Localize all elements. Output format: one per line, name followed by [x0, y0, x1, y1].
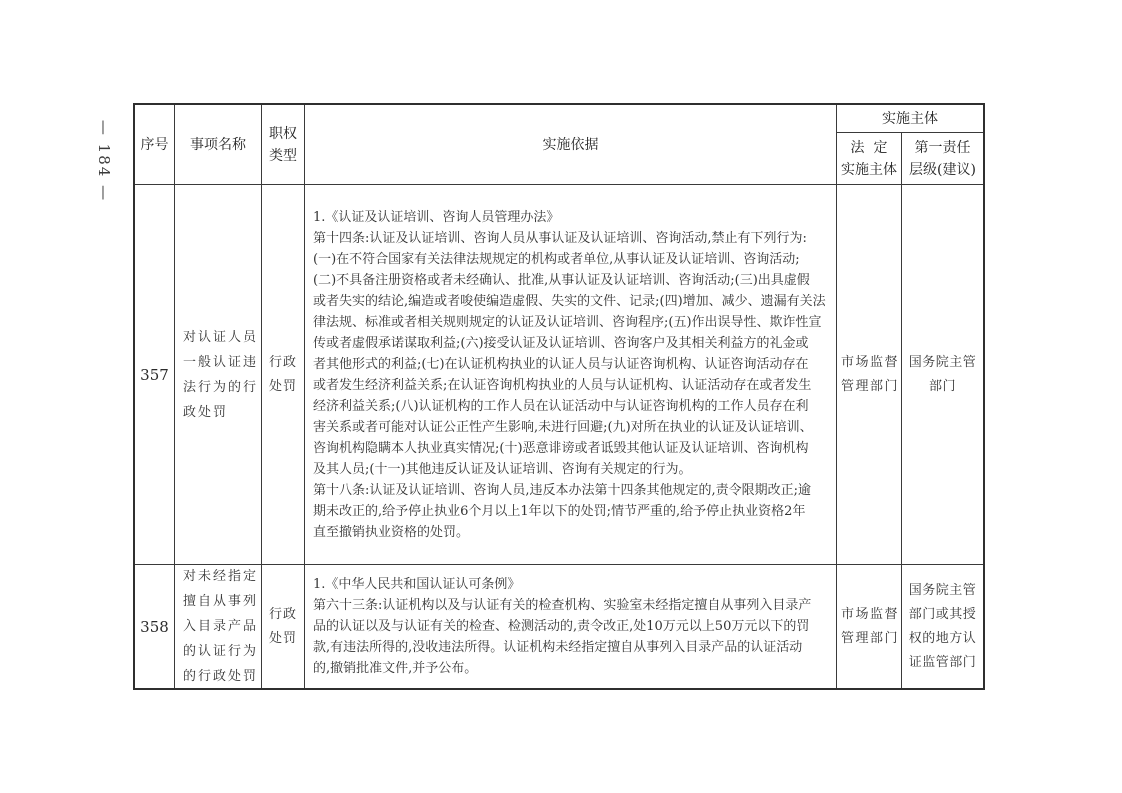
- header-item-name: 事项名称: [175, 105, 262, 185]
- regulation-table: [133, 103, 985, 690]
- header-legal-subject: 法 定 实施主体: [837, 133, 902, 185]
- row-358-seq: 358: [135, 565, 175, 688]
- row-358-authority-type: 行政 处罚: [262, 565, 305, 688]
- row-357-basis: 1.《认证及认证培训、咨询人员管理办法》 第十四条:认证及认证培训、咨询人员从事认证及认证培训、咨询活动,禁止有下列行为: (一)在不符合国家有关法律法规规定的机构或者单位,从事认证及认证培训、咨询活动; (二)不具备注册资格或者未经确认、批准,从事认证及认证培训、咨询活动;(三)出具虚假 或者失实的结论,编造或者唆使编造虚假、失实的文件、记录;(四)增加、减少、遗漏有关法 律法规、标准或者相关规则规定的认证及认证培训、咨询程序;(五)作出误导性、欺诈性宣 传或者虚假承诺谋取利益;(六)接受认证及认证培训、咨询客户及其相关利益方的礼金或 者其他形式的利益;(七)在认证机构执业的认证人员与认证咨询机构、认证咨询活动存在 或者发生经济利益关系;在认证咨询机构执业的人员与认证机构、认证活动存在或者发生 经济利益关系;(八)认证机构的工作人员在认证活动中与认证咨询机构的工作人员存在利 害关系或者可能对认证公正性产生影响,未进行回避;(九)对所在执业的认证及认证培训、 咨询机构隐瞒本人执业真实情况;(十)恶意诽谤或者诋毁其他认证及认证培训、咨询机构 及其人员;(十一)其他违反认证及认证培训、咨询有关规定的行为。 第十八条:认证及认证培训、咨询人员,违反本办法第十四条其他规定的,责令限期改正;逾 期未改正的,给予停止执业6个月以上1年以下的处罚;情节严重的,给予停止执业资格2年 直至撤销执业资格的处罚。: [305, 185, 837, 565]
- row-358-item-name: 对未经指定 擅自从事列 入目录产品 的认证行为 的行政处罚: [175, 565, 262, 688]
- row-357-item-name: 对认证人员 一般认证违 法行为的行 政处罚: [175, 185, 262, 565]
- header-subject-group: 实施主体: [837, 105, 983, 133]
- header-first-level: 第一责任 层级(建议): [902, 133, 983, 185]
- row-357-authority-type: 行政 处罚: [262, 185, 305, 565]
- row-357-legal-subject: 市场监督 管理部门: [837, 185, 902, 565]
- page-number: — 184 —: [95, 119, 113, 203]
- header-seq: 序号: [135, 105, 175, 185]
- header-authority-type: 职权 类型: [262, 105, 305, 185]
- row-357-seq: 357: [135, 185, 175, 565]
- header-basis: 实施依据: [305, 105, 837, 185]
- row-358-first-level: 国务院主管 部门或其授 权的地方认 证监管部门: [908, 582, 977, 670]
- row-357-first-level: 国务院主管 部门: [902, 185, 983, 565]
- row-358-basis: 1.《中华人民共和国认证认可条例》 第六十三条:认证机构以及与认证有关的检查机构、实验室未经指定擅自从事列入目录产 品的认证以及与认证有关的检查、检测活动的,责令改正,处10万元以上50万元以下的罚 款,有违法所得的,没收违法所得。认证机构未经指定擅自从事列入目录产品的认证活动 的,撤销批准文件,并予公布。: [305, 565, 837, 688]
- row-358-legal-subject: 市场监督 管理部门: [837, 565, 902, 688]
